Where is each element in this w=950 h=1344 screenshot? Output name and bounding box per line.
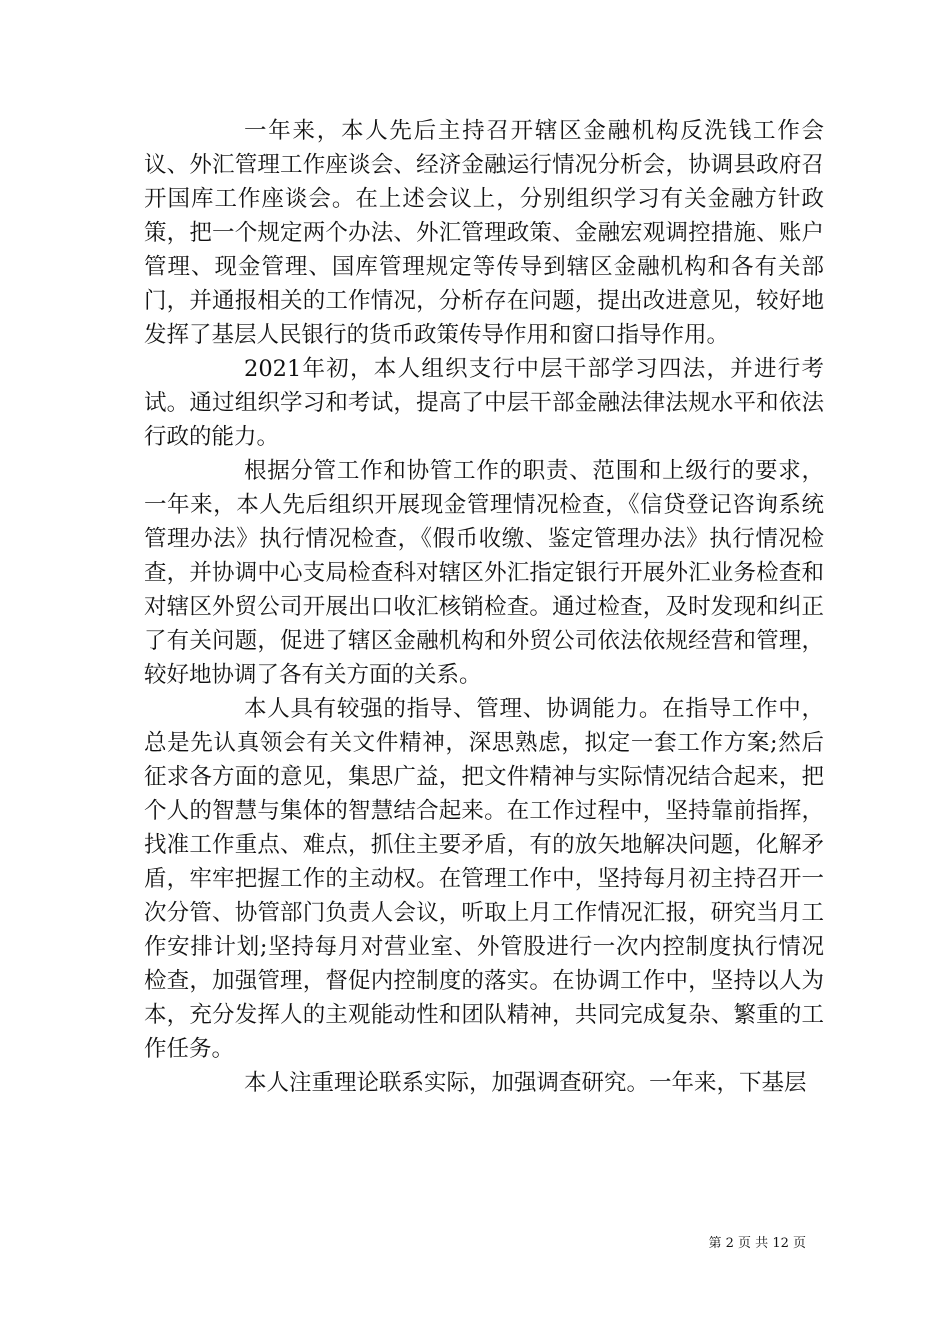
page-number-footer: 第 2 页 共 12 页 (708, 1236, 806, 1251)
paragraph-meetings: 一年来，本人先后主持召开辖区金融机构反洗钱工作会议、外汇管理工作座谈会、经济金融运行情况分析会，协调县政府召开国库工作座谈会。在上述会议上，分别组织学习有关金融方针政策，把一个规定两个办法、外汇管理政策、金融宏观调控措施、账户管理、现金管理、国库管理规定等传导到辖区金融机构和各有关部门，并通报相关的工作情况，分析存在问题，提出改进意见，较好地发挥了基层人民银行的货币政策传导作用和窗口指导作用。 (144, 118, 824, 348)
paragraph-abilities: 本人具有较强的指导、管理、协调能力。在指导工作中，总是先认真领会有关文件精神，深思熟虑，拟定一套工作方案;然后征求各方面的意见，集思广益，把文件精神与实际情况结合起来，把个人的智慧与集体的智慧结合起来。在工作过程中，坚持靠前指挥，找准工作重点、难点，抓住主要矛盾，有的放矢地解决问题，化解矛盾，牢牢把握工作的主动权。在管理工作中，坚持每月初主持召开一次分管、协管部门负责人会议，听取上月工作情况汇报，研究当月工作安排计划;坚持每月对营业室、外管股进行一次内控制度执行情况检查，加强管理，督促内控制度的落实。在协调工作中，坚持以人为本，充分发挥人的主观能动性和团队精神，共同完成复杂、繁重的工作任务。 (144, 696, 824, 1062)
paragraph-research: 本人注重理论联系实际，加强调查研究。一年来，下基层 (244, 1070, 807, 1096)
paragraph-study: 2021年初，本人组织支行中层干部学习四法，并进行考试。通过组织学习和考试，提高了中层干部金融法律法规水平和依法行政的能力。 (144, 356, 824, 450)
document-body (144, 114, 824, 1100)
paragraph-inspections: 根据分管工作和协管工作的职责、范围和上级行的要求，一年来，本人先后组织开展现金管理情况检查，《信贷登记咨询系统管理办法》执行情况检查，《假币收缴、鉴定管理办法》执行情况检查，并协调中心支局检查科对辖区外汇指定银行开展外汇业务检查和对辖区外贸公司开展出口收汇核销检查。通过检查，及时发现和纠正了有关问题，促进了辖区金融机构和外贸公司依法依规经营和管理，较好地协调了各有关方面的关系。 (144, 458, 824, 688)
